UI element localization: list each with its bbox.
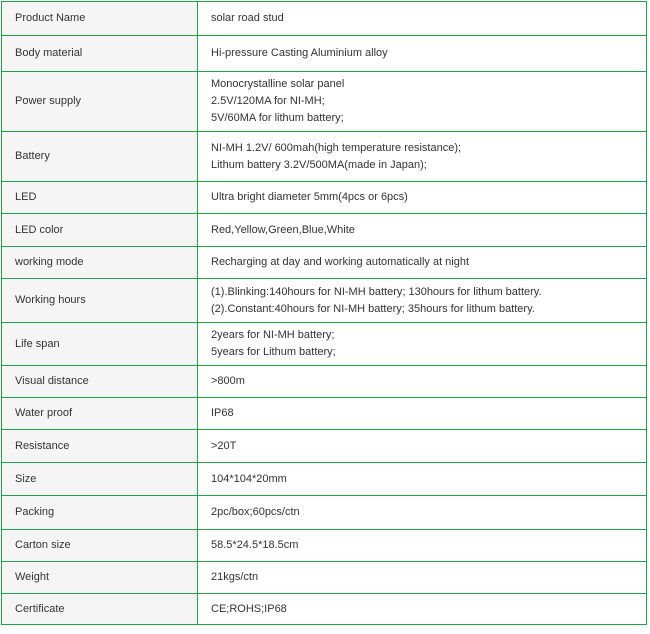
row-label: Certificate (2, 594, 198, 625)
row-value (198, 366, 647, 398)
table-row (2, 430, 647, 463)
row-label: Product Name (2, 2, 198, 36)
row-value (198, 132, 647, 182)
value-line: NI-MH 1.2V/ 600mah(high temperature resistance); (211, 141, 462, 154)
row-value (198, 279, 647, 323)
table-row (2, 366, 647, 398)
row-label: Weight (2, 562, 198, 594)
row-value (198, 72, 647, 132)
row-label: Resistance (2, 430, 198, 463)
value-line: 58.5*24.5*18.5cm (211, 539, 299, 551)
row-value (198, 430, 647, 463)
row-label: Body material (2, 36, 198, 72)
value-line: solar road stud (211, 12, 284, 24)
row-label: Power supply (2, 72, 198, 132)
value-line: 2pc/box;60pcs/ctn (211, 506, 300, 518)
value-line: 104*104*20mm (211, 472, 287, 485)
row-value (198, 323, 647, 366)
spec-table (1, 1, 647, 625)
value-line: Ultra bright diameter 5mm(4pcs or 6pcs) (211, 191, 408, 203)
row-label: Packing (2, 496, 198, 530)
value-line: 5years for Lithum battery; (211, 346, 336, 358)
value-line: CE;ROHS;IP68 (211, 602, 287, 615)
table-row (2, 530, 647, 562)
row-label: Size (2, 463, 198, 496)
row-value (198, 398, 647, 430)
row-label: Carton size (2, 530, 198, 562)
row-value (198, 496, 647, 530)
value-line: Red,Yellow,Green,Blue,White (211, 223, 355, 236)
table-row (2, 214, 647, 247)
row-label: Visual distance (2, 366, 198, 398)
value-line: 21kgs/ctn (211, 571, 259, 583)
row-value (198, 2, 647, 36)
row-value (198, 36, 647, 72)
row-label: working mode (2, 247, 198, 279)
value-line: 2years for NI-MH battery; (211, 329, 335, 341)
value-line: Lithum battery 3.2V/500MA(made in Japan); (211, 158, 427, 171)
value-line: IP68 (211, 407, 234, 419)
value-line: Monocrystalline solar panel (211, 78, 345, 90)
table-row (2, 182, 647, 214)
table-row (2, 398, 647, 430)
row-value (198, 247, 647, 279)
row-value (198, 463, 647, 496)
row-value (198, 182, 647, 214)
table-row (2, 323, 647, 366)
table-row (2, 463, 647, 496)
table-row (2, 36, 647, 72)
table-row (2, 2, 647, 36)
row-label: Battery (2, 132, 198, 182)
value-line: Hi-pressure Casting Aluminium alloy (211, 47, 388, 59)
value-line: 5V/60MA for lithum battery; (211, 112, 344, 124)
table-row (2, 279, 647, 323)
value-line: (2).Constant:40hours for NI-MH battery; 35hours for lithum battery. (211, 302, 535, 315)
table-row (2, 132, 647, 182)
table-row (2, 496, 647, 530)
value-line: (1).Blinking:140hours for NI-MH battery; 130hours for lithum battery. (211, 285, 542, 298)
row-label: Life span (2, 323, 198, 366)
table-row (2, 247, 647, 279)
table-row (2, 594, 647, 625)
table-row (2, 72, 647, 132)
row-label: Water proof (2, 398, 198, 430)
table-row (2, 562, 647, 594)
row-label: LED color (2, 214, 198, 247)
row-value (198, 562, 647, 594)
row-value (198, 594, 647, 625)
row-label: Working hours (2, 279, 198, 323)
row-value (198, 214, 647, 247)
value-line: 2.5V/120MA for NI-MH; (211, 95, 325, 107)
row-value (198, 530, 647, 562)
value-line: Recharging at day and working automatically at night (211, 256, 470, 268)
row-label: LED (2, 182, 198, 214)
value-line: >20T (211, 439, 237, 452)
value-line: >800m (211, 375, 245, 387)
